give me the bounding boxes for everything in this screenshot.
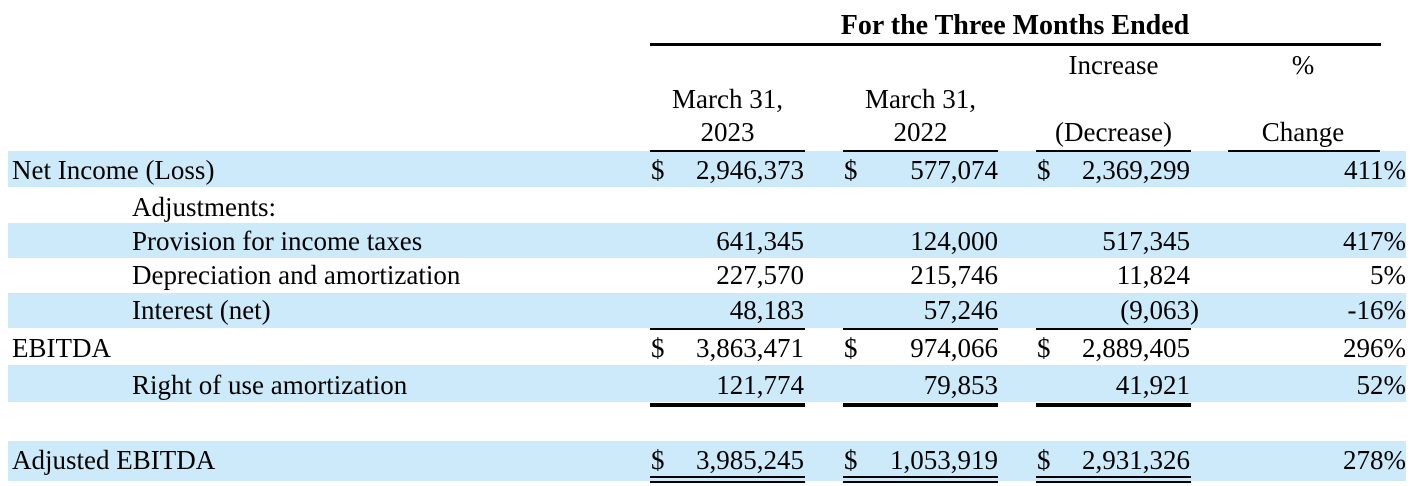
cell-2023: 3,985,245 — [696, 445, 804, 475]
col-header-2022-line2: 2022 — [893, 117, 948, 147]
cell-change: 2,931,326 — [1082, 445, 1190, 475]
row-label-provision: Provision for income taxes — [132, 226, 423, 256]
cell-change: 2,369,299 — [1082, 155, 1190, 185]
col-header-change-line1: Increase — [1068, 50, 1159, 80]
cell-pct: 5% — [1370, 260, 1406, 290]
double-rule-change-bottom — [1036, 481, 1191, 483]
dollar-sign: $ — [844, 333, 858, 363]
cell-2022: 974,066 — [910, 333, 998, 363]
cell-2022: 1,053,919 — [890, 445, 998, 475]
row-label-adjusted-ebitda: Adjusted EBITDA — [12, 445, 216, 475]
group-title-rule — [650, 43, 1381, 46]
cell-change: 41,921 — [1115, 370, 1190, 400]
double-rule-2022-bottom — [843, 481, 998, 483]
cell-2022: 577,074 — [910, 155, 998, 185]
cell-2022: 215,746 — [910, 260, 998, 290]
dollar-sign: $ — [651, 155, 665, 185]
dollar-sign: $ — [1037, 155, 1051, 185]
total-rule-change — [1036, 403, 1191, 407]
cell-2022: 57,246 — [923, 295, 998, 325]
col-header-change-rule — [1036, 150, 1191, 152]
cell-pct: 52% — [1356, 370, 1406, 400]
double-rule-2022-top — [843, 476, 998, 478]
row-label-ebitda: EBITDA — [12, 333, 111, 363]
cell-2023: 48,183 — [729, 295, 804, 325]
col-header-2023-line2: 2023 — [700, 117, 755, 147]
cell-change: 11,824 — [1116, 260, 1190, 290]
group-title: For the Three Months Ended — [840, 10, 1190, 41]
cell-2022: 79,853 — [923, 370, 998, 400]
dollar-sign: $ — [844, 155, 858, 185]
col-header-pct-line1: % — [1291, 50, 1315, 80]
cell-pct: 417% — [1343, 226, 1406, 256]
row-label-adjustments: Adjustments: — [132, 192, 277, 222]
row-label-net-income: Net Income (Loss) — [12, 155, 215, 185]
total-rule-2022 — [843, 403, 998, 407]
col-header-pct-rule — [1228, 150, 1380, 152]
dollar-sign: $ — [1037, 333, 1051, 363]
col-header-2023-line1: March 31, — [672, 84, 783, 114]
cell-pct: 296% — [1343, 333, 1406, 363]
col-header-2023-rule — [650, 150, 805, 152]
total-rule-2023 — [650, 403, 805, 407]
subtotal-rule-change — [1036, 328, 1191, 330]
cell-pct: 411% — [1344, 155, 1406, 185]
subtotal-rule-2022 — [843, 328, 998, 330]
double-rule-2023-bottom — [650, 481, 805, 483]
double-rule-change-top — [1036, 476, 1191, 478]
dollar-sign: $ — [844, 445, 858, 475]
row-label-depreciation: Depreciation and amortization — [132, 260, 461, 290]
col-header-2022-rule — [843, 150, 998, 152]
row-label-interest: Interest (net) — [132, 295, 271, 325]
cell-2023: 641,345 — [716, 226, 804, 256]
cell-2023: 2,946,373 — [696, 155, 804, 185]
cell-2023: 121,774 — [716, 370, 804, 400]
cell-pct: 278% — [1343, 445, 1406, 475]
col-header-pct-line2: Change — [1261, 117, 1345, 147]
cell-change: 2,889,405 — [1082, 333, 1190, 363]
cell-pct: -16% — [1347, 295, 1406, 325]
dollar-sign: $ — [651, 445, 665, 475]
cell-2022: 124,000 — [910, 226, 998, 256]
row-label-rou-amortization: Right of use amortization — [132, 370, 408, 400]
cell-change: (9,063) — [1120, 295, 1199, 325]
cell-2023: 3,863,471 — [696, 333, 804, 363]
dollar-sign: $ — [1037, 445, 1051, 475]
col-header-change-line2: (Decrease) — [1055, 117, 1172, 147]
cell-2023: 227,570 — [716, 260, 804, 290]
cell-change: 517,345 — [1102, 226, 1190, 256]
col-header-2022-line1: March 31, — [865, 84, 976, 114]
subtotal-rule-2023 — [650, 328, 805, 330]
double-rule-2023-top — [650, 476, 805, 478]
dollar-sign: $ — [651, 333, 665, 363]
